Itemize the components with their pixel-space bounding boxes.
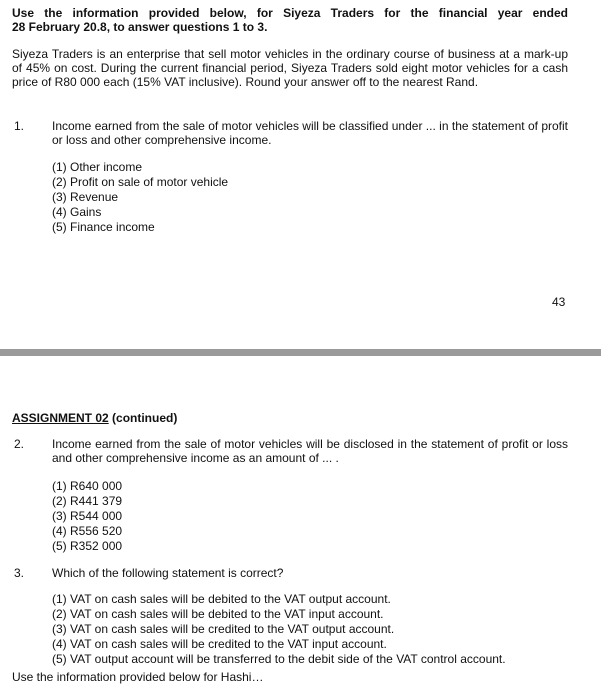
option-2: (2) R441 379 [52, 494, 123, 508]
cutoff-next-paragraph: Use the information provided below for Hashi… [12, 670, 264, 684]
option-5: (5) VAT output account will be transferred to the debit side of the VAT control account. [52, 652, 506, 666]
option-5: (5) Finance income [52, 220, 155, 234]
option-1: (1) Other income [52, 160, 143, 174]
question-3-text: Which of the following statement is correct? [52, 566, 284, 580]
option-1: (1) R640 000 [52, 479, 123, 493]
option-2: (2) VAT on cash sales will be debited to the VAT input account. [52, 607, 384, 621]
option-1: (1) VAT on cash sales will be debited to the VAT output account. [52, 592, 391, 606]
option-3: (3) Revenue [52, 190, 119, 204]
assignment-heading [12, 411, 177, 425]
intro-instruction [12, 6, 568, 34]
scenario-paragraph: Siyeza Traders is an enterprise that sell motor vehicles in the ordinary course of business at a mark-up of 45% on cost. During the current financial period, Siyeza Traders sold eight motor vehicles for a cash price of R80 000 each (15% VAT inclusive). Round your answer off to the nearest Rand. [12, 47, 568, 89]
question-2-options [52, 479, 122, 554]
assignment-suffix: (continued) [108, 411, 178, 425]
question-2-text: Income earned from the sale of motor vehicles will be disclosed in the statement of profit or loss and other comprehensive income as an amount of ... . [52, 437, 568, 465]
option-2: (2) Profit on sale of motor vehicle [52, 175, 229, 189]
option-5: (5) R352 000 [52, 539, 123, 553]
question-3-options [52, 592, 506, 667]
intro-line-1: Use the information provided below, for Siyeza Traders for the financial year ended [12, 6, 568, 20]
option-4: (4) R556 520 [52, 524, 123, 538]
page-number: 43 [552, 295, 566, 309]
intro-line-2: 28 February 20.8, to answer questions 1 to 3. [12, 20, 268, 34]
question-1-options [52, 160, 228, 235]
question-1-text: Income earned from the sale of motor vehicles will be classified under ... in the statement of profit or loss and other comprehensive income. [52, 119, 568, 147]
option-4: (4) Gains [52, 205, 102, 219]
question-3-number: 3. [14, 566, 25, 580]
option-3: (3) R544 000 [52, 509, 123, 523]
assignment-title: ASSIGNMENT 02 [12, 411, 109, 425]
option-4: (4) VAT on cash sales will be credited to the VAT input account. [52, 637, 387, 651]
option-3: (3) VAT on cash sales will be credited to the VAT output account. [52, 622, 395, 636]
page-divider [0, 349, 601, 356]
question-1-number: 1. [14, 119, 25, 133]
question-2-number: 2. [14, 437, 25, 451]
